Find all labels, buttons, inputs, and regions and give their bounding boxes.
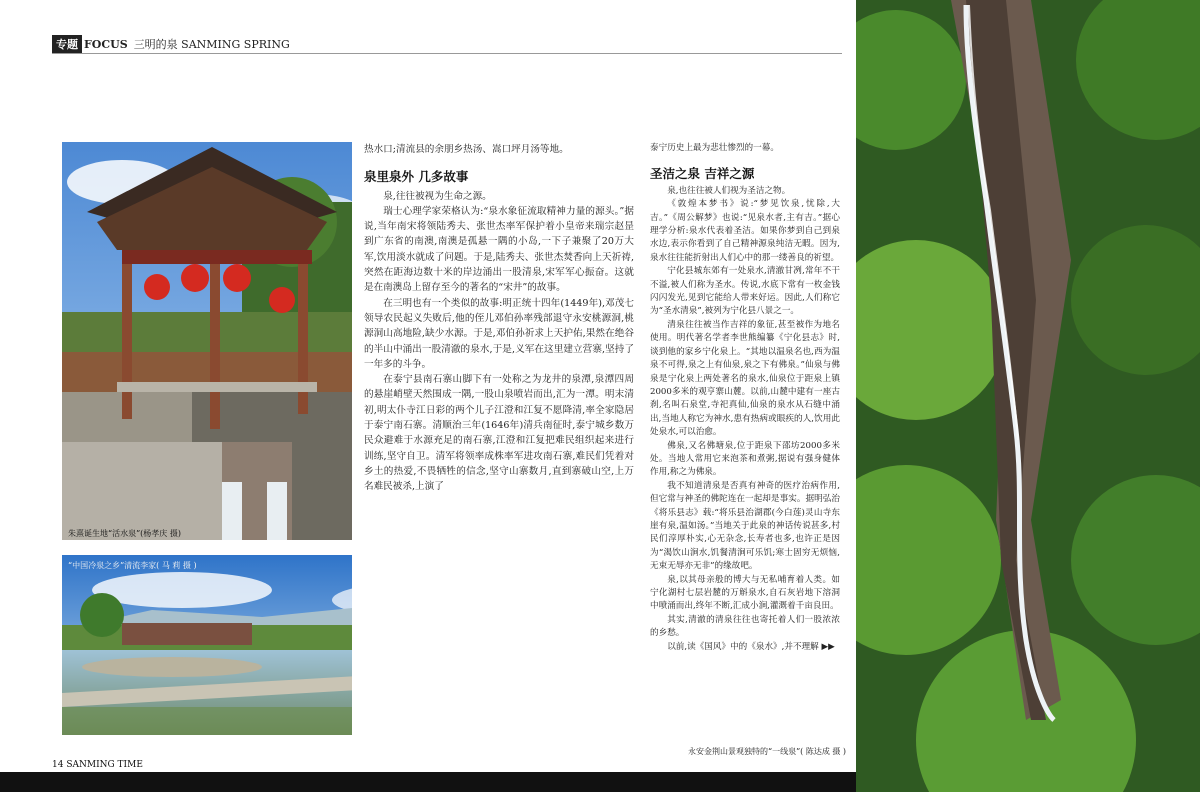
waterfall-photo bbox=[856, 0, 1200, 792]
section-focus: FOCUS bbox=[84, 37, 128, 51]
village-photo bbox=[62, 555, 352, 735]
section-tag: 专题 bbox=[52, 35, 82, 53]
section-title: 三明的泉 SANMING SPRING bbox=[133, 38, 290, 51]
paragraph: 泉,以其母亲般的博大与无私哺育着人类。如宁化湖村七层岩麓的万斛泉水,自石灰岩地下溶洞中喷涌而出,终年不断,汇成小涧,灌溉着千亩良田。 bbox=[650, 574, 840, 612]
section-heading-stories: 泉里泉外 几多故事 bbox=[364, 169, 469, 185]
footer-bar bbox=[0, 772, 856, 792]
waterfall-caption: 永安金荆山景观独特的“一线泉”( 陈达成 摄 ) bbox=[688, 747, 847, 756]
paragraph: 在泰宁县南石寨山脚下有一处称之为龙井的泉潭,泉潭四周的悬崖峭壁天然围成一隅,一股山泉喷岩而出,汇为一潭。明末清初,明太仆寺江日彩的两个儿子江澄和江复不愿降清,率全家隐居于泰宁南石寨。清顺治三年(1646年)清兵南征时,泰宁城乡数万民众避难于水源充足的南石寨,江澄和江复把难民组织起来进行训练,坚守自卫。清军将领率成株率军进攻南石寨,难民们凭着对乡土的热爱,不畏牺牲的信念,坚守山寨数月,直到寨破山空,上万名难民被杀,上演了 bbox=[364, 374, 634, 493]
paragraph: 宁化县城东郊有一处泉水,清澈甘冽,常年不干不溢,被人们称为圣水。传说,水底下常有一枚金钱闪闪发光,见到它能给人带来好运。因此,人们称它为“圣水清泉”,被列为宁化县八景之一。 bbox=[650, 266, 840, 317]
paragraph: 清泉往往被当作吉祥的象征,甚至被作为地名使用。明代著名学者李世熊编纂《宁化县志》时,谈到他的家乡宁化泉上。“其地以温泉名也,西为温泉不可得,泉之上有仙泉,泉之下有佛泉。”仙泉与佛泉是宁化泉上两处著名的泉水,仙泉位于距泉上镇2000多米的观亨寨山麓。以前,山麓中建有一座古刹,名叫石泉堂,寺祀真仙,仙泉的泉水从石缝中涌出,当地人称它为神水,患有热病或眼疾的人,饮用此处泉水,可以治愈。 bbox=[650, 319, 840, 438]
page-number: 14 SANMING TIME bbox=[52, 760, 143, 770]
header-rule bbox=[52, 53, 842, 54]
paragraph: 在三明也有一个类似的故事:明正统十四年(1449年),邓茂七领导农民起义失败后,他的侄儿邓伯孙率残部退守永安桃源洞,桃源洞山高地险,缺少水源。于是,邓伯孙祈求上天护佑,果然在绝谷的半山中涌出一股清澈的泉水,于是,义军在这里建立营寨,坚持了一年多的斗争。 bbox=[364, 297, 634, 370]
village-caption: “中国冷泉之乡”清流李家( 马 莉 摄 ) bbox=[68, 561, 197, 570]
paragraph: 我不知道清泉是否真有神奇的医疗治病作用,但它常与神圣的佛陀连在一起却是事实。据明弘治《将乐县志》载:“将乐县治湖郡(今白莲)灵山寺东崖有泉,温如汤。”当地关于此泉的神话传说甚多,村民们淳厚朴实,心无杂念,长寿者也多,也许正是因为“渴饮山涧水,饥餐清涧可乐饥;寒士固穷无烦恼,无束无辱亦无非”的缘故吧。 bbox=[650, 480, 840, 572]
paragraph: 以前,读《国风》中的《泉水》,并不理解 ▶▶ bbox=[667, 641, 835, 652]
paragraph: 泉,往往被视为生命之源。 bbox=[383, 190, 492, 202]
article-column-2 bbox=[364, 142, 634, 560]
paragraph: 佛泉,又名佛塘泉,位于距泉下邵坊2000多米处。当地人常用它来泡茶和煮粥,据说有强身健体作用,称之为佛泉。 bbox=[650, 440, 840, 478]
paragraph: 其实,清澈的清泉往往也寄托着人们一股浓浓的乡愁。 bbox=[650, 614, 840, 639]
column-3-intro: 泰宁历史上最为悲壮惨烈的一幕。 bbox=[650, 143, 779, 153]
pavilion-caption: 朱熹诞生地“活水泉”(杨孝庆 摄) bbox=[68, 529, 181, 538]
paragraph: 《敦煌本梦书》说:“梦见饮泉,忧除,大吉。”《周公解梦》也说:“见泉水者,主有吉。”据心理学分析:泉水代表着圣洁。如果你梦到自己到泉水边,表示你看到了自己精神源泉纯洁无暇。因为,泉水往往能折射出人们心中的那一缕善良的祈望。 bbox=[650, 199, 840, 263]
section-header bbox=[52, 36, 290, 52]
pavilion-photo bbox=[62, 142, 352, 540]
article-column-3 bbox=[650, 142, 840, 742]
section-heading-holy-spring: 圣洁之泉 吉祥之源 bbox=[650, 166, 755, 182]
column-2-intro: 热水口;清流县的余朋乡热汤、嵩口坪月汤等地。 bbox=[364, 144, 569, 155]
paragraph: 泉,也往往被人们视为圣洁之物。 bbox=[667, 185, 791, 196]
paragraph: 瑞士心理学家荣格认为:“泉水象征流取精神力量的源头。”据说,当年南宋将领陆秀夫、张世杰率军保护着小皇帝来瑞宗赵昰到广东省的南澳,南澳是孤悬一隅的小岛,一下子兼聚了20万大军,饮用淡水就成了问题。于是,陆秀夫、张世杰焚香向上天祈祷,突然在距海边数十米的岸边涌出一股清泉,宋军军心振奋。这就是在南澳岛上留存至今的著名的“宋井”的故事。 bbox=[364, 205, 634, 294]
